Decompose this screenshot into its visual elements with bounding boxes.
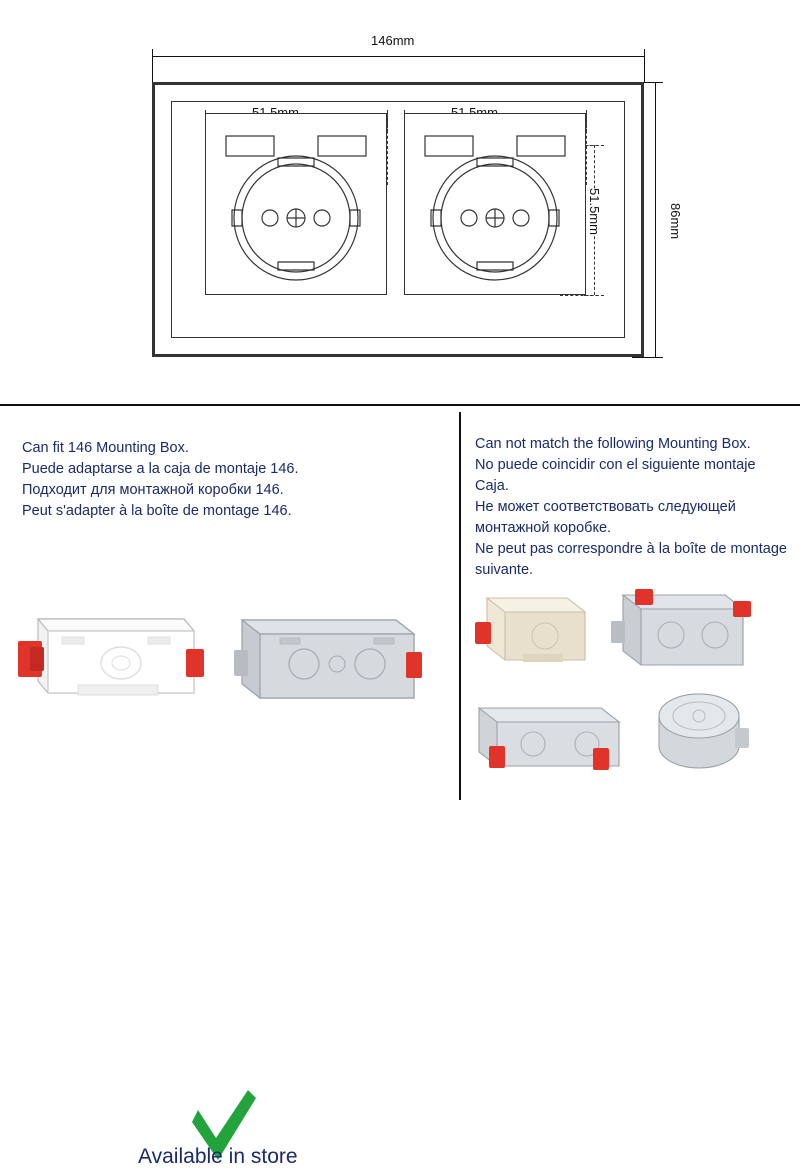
incompatible-caption-line-es: No puede coincidir con el siguiente montaje Caja. <box>475 457 756 495</box>
mounting-box-white-image <box>18 597 208 717</box>
technical-drawing <box>0 0 800 400</box>
incompatible-caption <box>475 434 793 581</box>
socket-right-graphic <box>405 114 585 294</box>
right-socket-width-extension-2 <box>586 110 587 185</box>
available-in-store-label: Available in store <box>138 1145 298 1168</box>
socket-left-graphic <box>206 114 386 294</box>
incompatible-box-beige-image <box>471 582 601 677</box>
horizontal-divider <box>0 404 800 406</box>
left-socket-width-extension-2 <box>387 110 388 185</box>
incompatible-box-round-image <box>639 688 769 788</box>
width-dimension-label: 146mm <box>371 33 415 48</box>
socket-height-label: 51.5mm <box>587 188 602 235</box>
width-extension-left <box>152 56 153 82</box>
compatible-caption <box>22 438 442 522</box>
height-extension-bottom <box>632 357 656 358</box>
incompatible-caption-line-ru: Не может соответствовать следующей монтажной коробке. <box>475 499 736 537</box>
compatible-caption-line-en: Can fit 146 Mounting Box. <box>22 440 189 456</box>
width-dimension-line <box>152 56 644 57</box>
incompatible-box-grey-long-image <box>467 690 637 785</box>
height-dimension-label: 86mm <box>668 203 683 240</box>
height-dimension-line <box>655 82 656 357</box>
width-extension-right <box>644 56 645 82</box>
incompatible-caption-line-fr: Ne peut pas correspondre à la boîte de montage suivante. <box>475 541 787 579</box>
compatible-caption-line-ru: Подходит для монтажной коробки 146. <box>22 482 284 499</box>
incompatible-mounting-box-panel <box>461 412 800 800</box>
socket-right <box>404 113 586 295</box>
mounting-box-grey-image <box>228 594 428 719</box>
compatible-caption-line-fr: Peut s'adapter à la boîte de montage 146. <box>22 503 292 520</box>
socket-height-extension-bottom <box>560 295 604 296</box>
incompatible-box-grey-top-image <box>609 577 759 682</box>
compatible-caption-line-es: Puede adaptarse a la caja de montaje 146. <box>22 461 299 478</box>
socket-left <box>205 113 387 295</box>
compatible-mounting-box-panel <box>0 412 459 1168</box>
incompatible-caption-line-en: Can not match the following Mounting Box. <box>475 436 751 452</box>
